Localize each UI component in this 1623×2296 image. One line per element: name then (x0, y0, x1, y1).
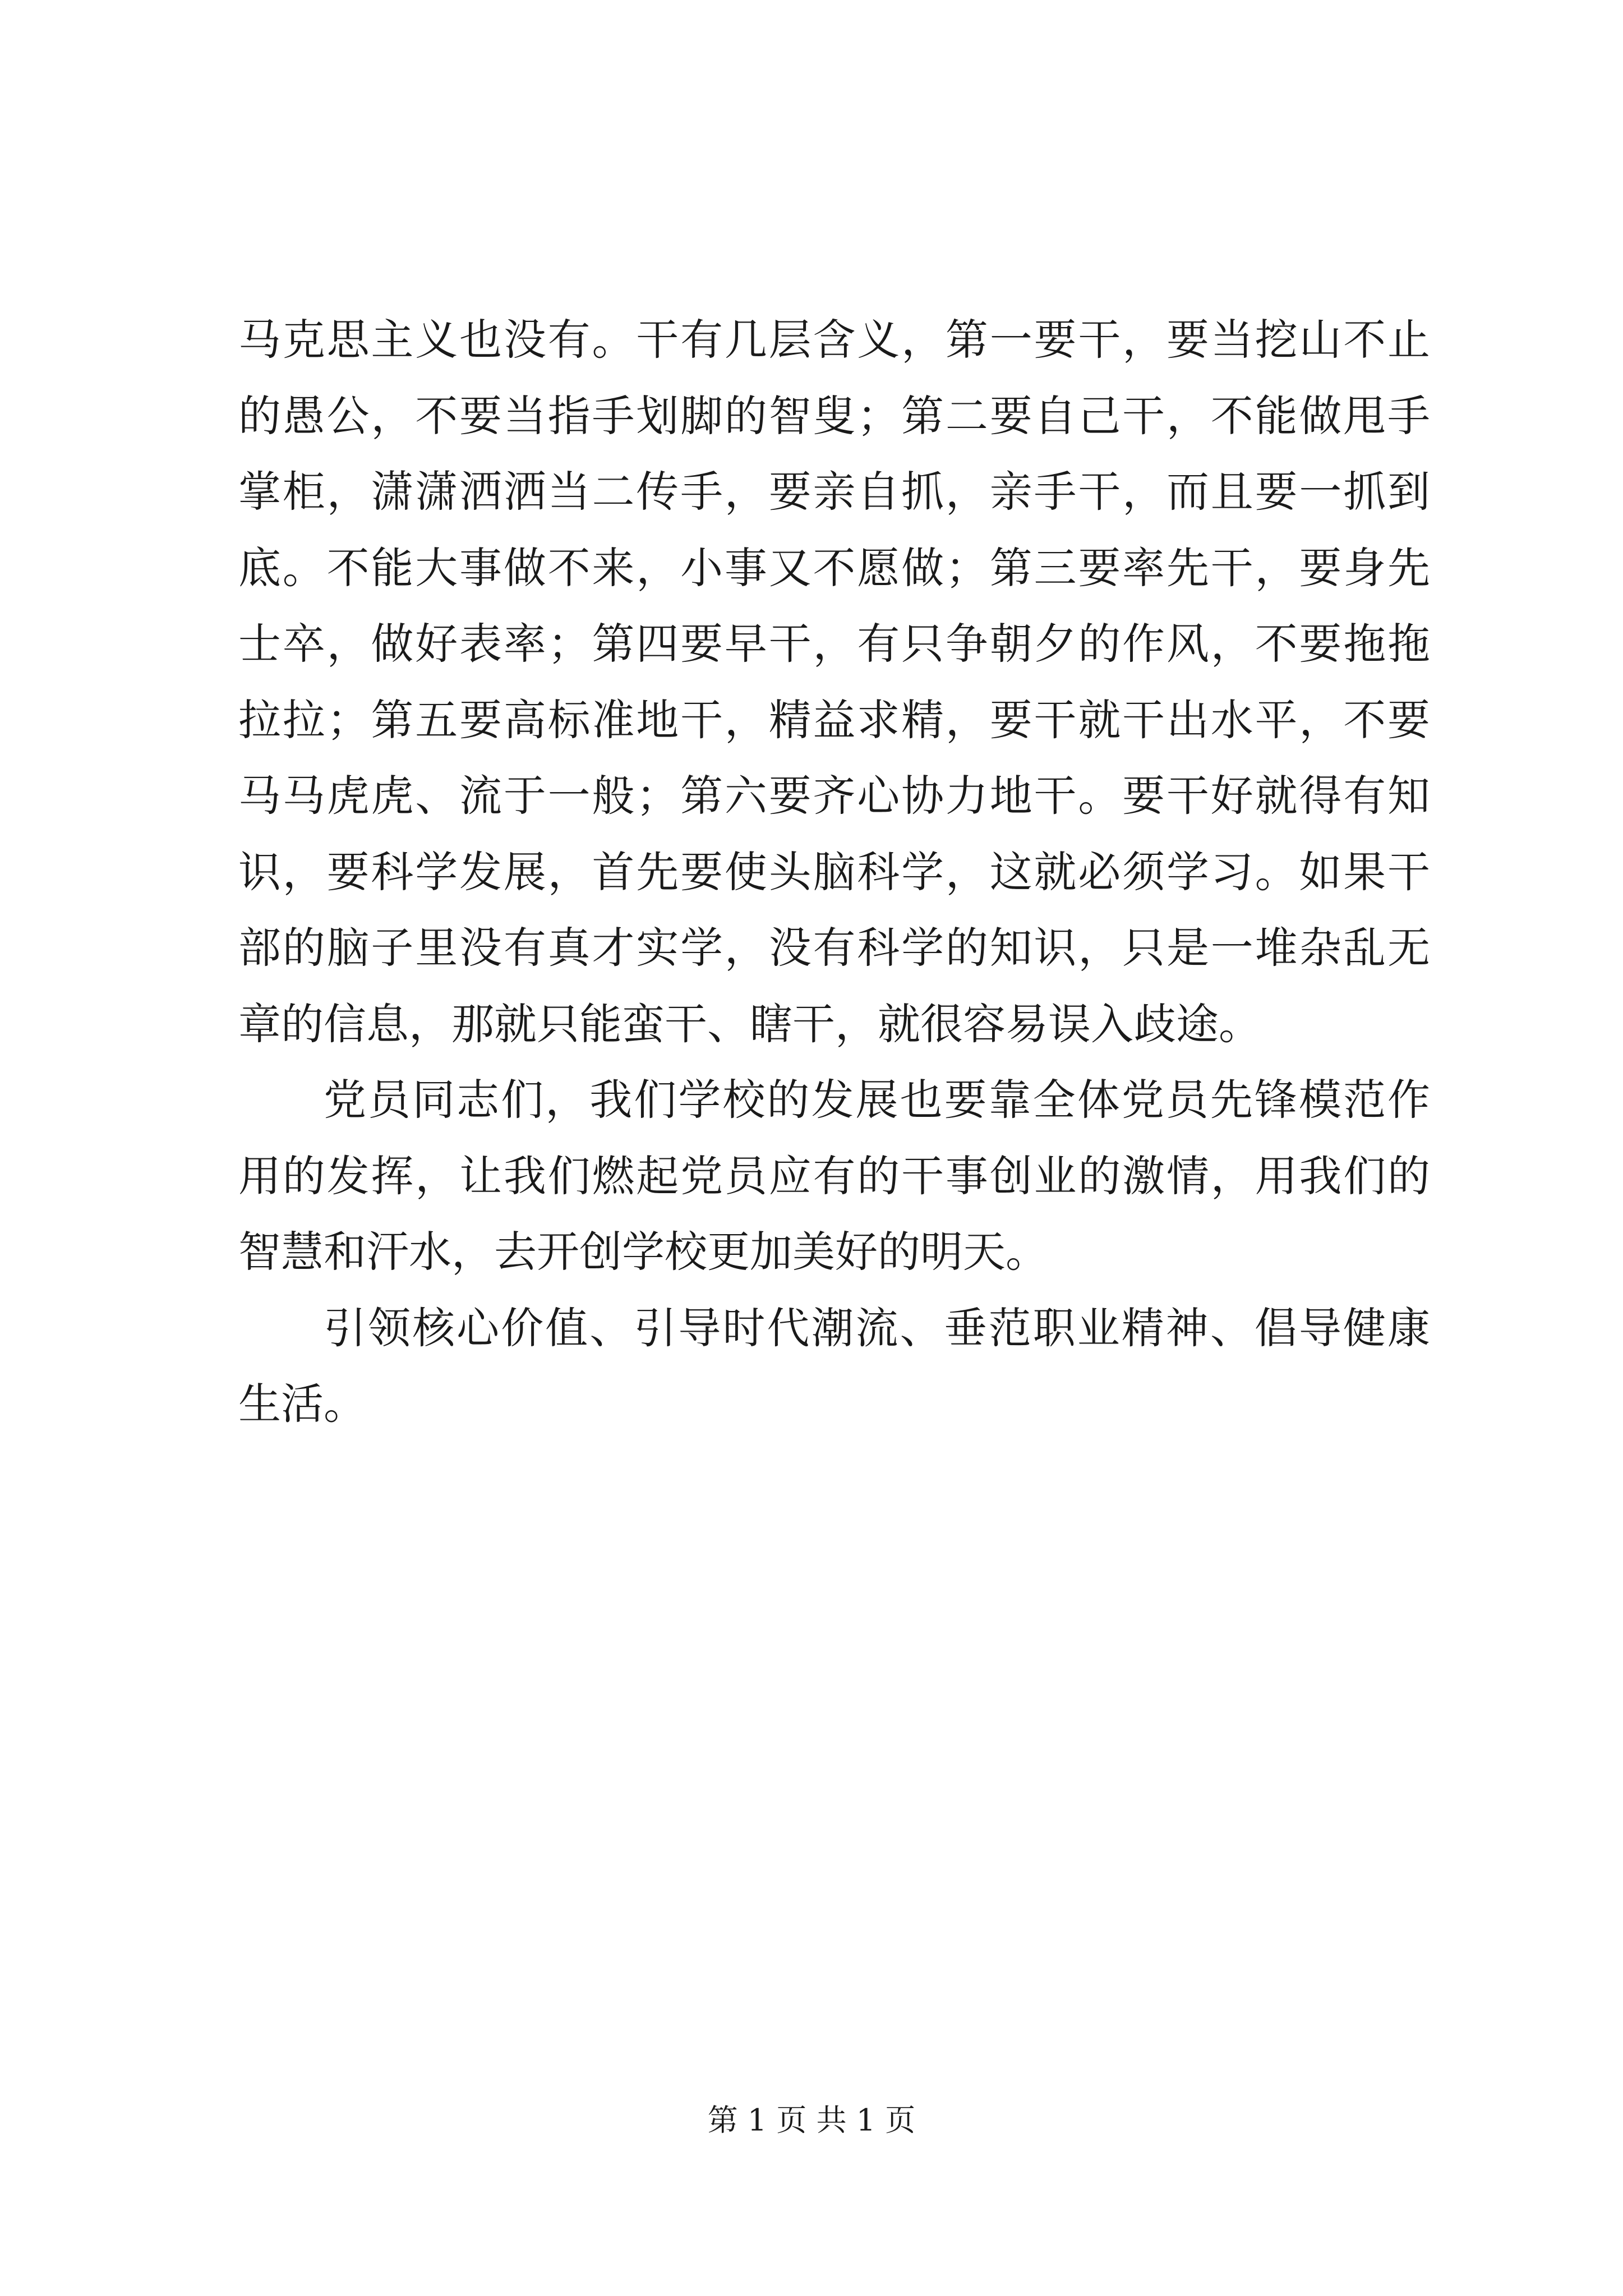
paragraph-slogan: 引领核心价值、引导时代潮流、垂范职业精神、倡导健康生活。 (238, 1303, 1430, 1429)
paragraph-party-members: 党员同志们，我们学校的发展也要靠全体党员先锋模范作用的发挥，让我们燃起党员应有的干事创业的激情，用我们的智慧和汗水，去开创学校更加美好的明天。 (238, 1075, 1430, 1277)
paragraph-continuation: 马克思主义也没有。干有几层含义，第一要干，要当挖山不止的愚公，不要当指手划脚的智叟；第二要自己干，不能做甩手掌柜，潇潇洒洒当二传手，要亲自抓，亲手干，而且要一抓到底。不能大事做不来，小事又不愿做；第三要率先干，要身先士卒，做好表率；第四要早干，有只争朝夕的作风，不要拖拖拉拉；第五要高标准地干，精益求精，要干就干出水平，不要马马虎虎、流于一般；第六要齐心协力地干。要干好就得有知识，要科学发展，首先要使头脑科学，这就必须学习。如果干部的脑子里没有真才实学，没有科学的知识，只是一堆杂乱无章的信息，那就只能蛮干、瞎干，就很容易误入歧途。 (238, 315, 1430, 1049)
document-body (238, 302, 1430, 1442)
page-footer: 第 1 页 共 1 页 (707, 2102, 916, 2138)
